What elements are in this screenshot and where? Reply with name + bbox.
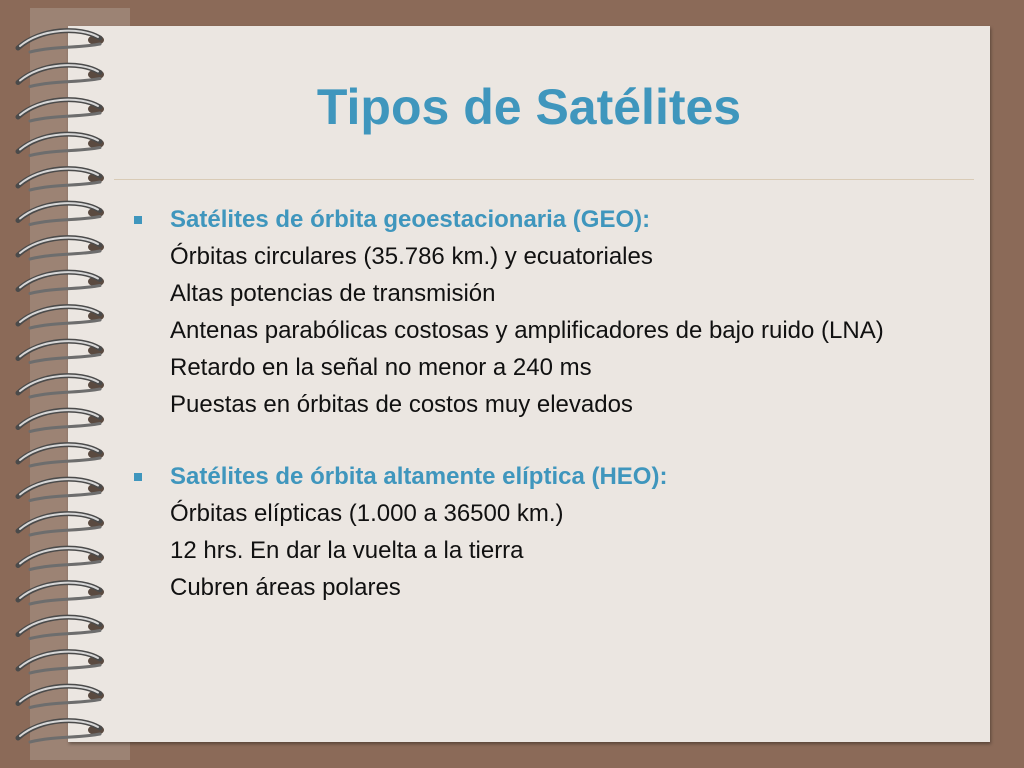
section-heading-row [130,458,970,495]
slide-title: Tipos de Satélites [316,79,742,135]
spiral-ring-icon [18,445,104,466]
section-heading: Satélites de órbita altamente elíptica (HEO): [170,463,668,490]
list-item: Cubren áreas polares [170,574,401,601]
spiral-ring-icon [18,203,104,224]
square-bullet-icon [134,473,142,481]
title-divider [114,179,974,180]
section-heading: Satélites de órbita geoestacionaria (GEO): [170,206,651,233]
section-geo [130,201,970,423]
spiral-ring-icon [18,31,104,52]
spiral-ring-icon [18,652,104,673]
list-item: Puestas en órbitas de costos muy elevados [170,391,633,418]
slide-content [130,201,970,606]
spiral-ring-icon [18,548,104,569]
spiral-ring-icon [18,272,104,293]
list-item: Órbitas circulares (35.786 km.) y ecuatoriales [170,243,653,270]
spiral-ring-icon [18,514,104,535]
spiral-ring-icon [18,410,104,431]
spiral-ring-icon [18,721,104,742]
spiral-ring-icon [18,376,104,397]
list-item: Altas potencias de transmisión [170,280,496,307]
square-bullet-icon [134,216,142,224]
spiral-ring-icon [18,238,104,259]
section-heo [130,458,970,606]
spiral-ring-icon [18,617,104,638]
spiral-ring-icon [18,686,104,707]
spiral-ring-icon [18,479,104,500]
spiral-ring-icon [18,134,104,155]
list-item: Retardo en la señal no menor a 240 ms [170,354,592,381]
list-item: Antenas parabólicas costosas y amplificadores de bajo ruido (LNA) [170,317,884,344]
section-gap [130,423,970,458]
spiral-ring-icon [18,341,104,362]
spiral-ring-icon [18,169,104,190]
spiral-ring-icon [18,307,104,328]
section-heading-row [130,201,970,238]
list-item: 12 hrs. En dar la vuelta a la tierra [170,537,524,564]
spiral-ring-icon [18,583,104,604]
list-item: Órbitas elípticas (1.000 a 36500 km.) [170,500,564,527]
